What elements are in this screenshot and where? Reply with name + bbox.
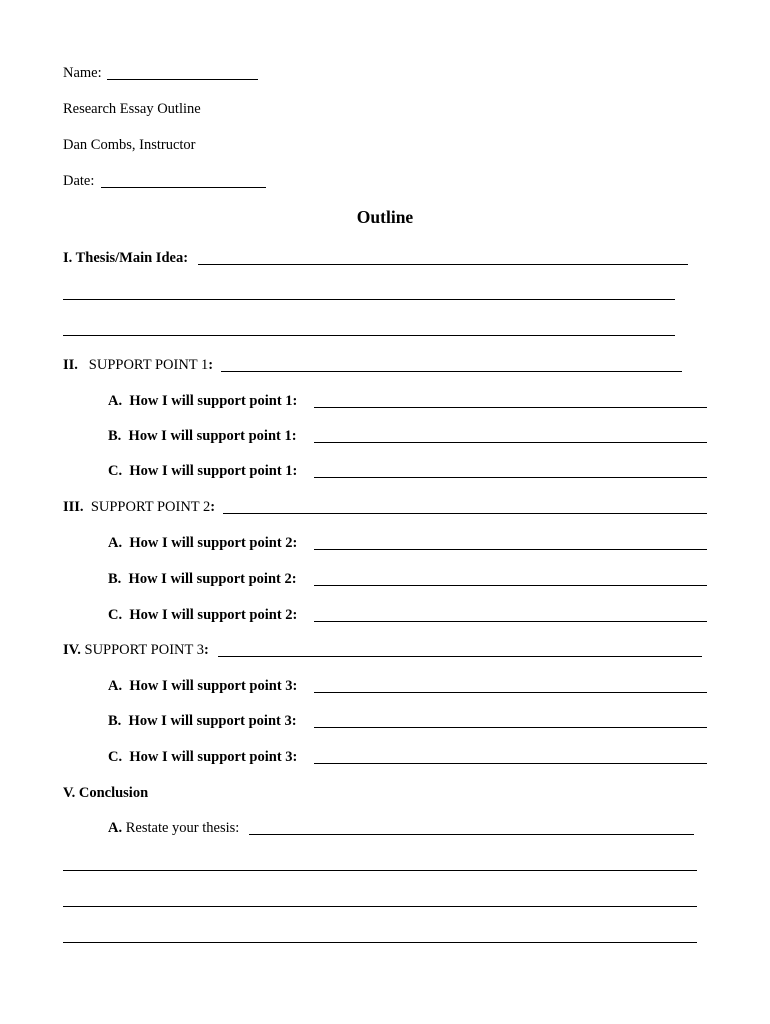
thesis-field[interactable]: [198, 264, 688, 265]
date-label: Date:: [63, 173, 95, 189]
item-label: How I will support point 3:: [128, 713, 297, 729]
item-label: How I will support point 3:: [129, 678, 298, 694]
support-point-1-heading: [63, 358, 213, 373]
item-label: How I will support point 1:: [129, 393, 298, 409]
item-label: How I will support point 2:: [129, 535, 298, 551]
restate-label: Restate your thesis:: [125, 820, 240, 836]
support-point-1-item-a: [108, 394, 297, 409]
item-letter: A.: [108, 535, 123, 551]
item-letter: A.: [108, 678, 123, 694]
name-field[interactable]: [107, 79, 258, 80]
item-label: How I will support point 1:: [129, 463, 298, 479]
item-letter: A.: [108, 393, 123, 409]
name-label: Name:: [63, 65, 102, 81]
page-title: Outline: [356, 207, 414, 227]
support-point-3-item-b: [108, 714, 297, 729]
item-label: How I will support point 1:: [128, 428, 297, 444]
restate-letter: A.: [108, 820, 123, 836]
thesis-field-line-3[interactable]: [63, 335, 675, 336]
support-point-1-label: SUPPORT POINT 1: [88, 357, 209, 373]
instructor-line: Dan Combs, Instructor: [63, 137, 196, 153]
support-point-2-item-a-field[interactable]: [314, 549, 707, 550]
support-point-2-numeral: III.: [63, 499, 84, 515]
support-point-1-item-c-field[interactable]: [314, 477, 707, 478]
support-point-3-item-b-field[interactable]: [314, 727, 707, 728]
support-point-2-field[interactable]: [223, 513, 707, 514]
thesis-field-line-2[interactable]: [63, 299, 675, 300]
support-point-2-colon: :: [210, 499, 216, 515]
support-point-3-item-c: [108, 750, 297, 765]
restate-thesis-field[interactable]: [249, 834, 694, 835]
item-label: How I will support point 2:: [128, 571, 297, 587]
item-letter: C.: [108, 607, 123, 623]
support-point-3-item-a: [108, 679, 297, 694]
support-point-3-field[interactable]: [218, 656, 702, 657]
support-point-3-label: SUPPORT POINT 3: [84, 642, 204, 658]
support-point-1-item-b: [108, 429, 297, 444]
support-point-1-colon: :: [208, 357, 214, 373]
support-point-3-item-c-field[interactable]: [314, 763, 707, 764]
restate-thesis-row: [108, 821, 239, 836]
conclusion-field-line-3[interactable]: [63, 906, 697, 907]
support-point-2-heading: [63, 500, 215, 515]
support-point-1-numeral: II.: [63, 357, 78, 373]
conclusion-heading: V. Conclusion: [63, 785, 149, 801]
conclusion-field-line-2[interactable]: [63, 870, 697, 871]
item-letter: B.: [108, 428, 122, 444]
support-point-2-item-c: [108, 608, 297, 623]
item-label: How I will support point 2:: [129, 607, 298, 623]
support-point-2-label: SUPPORT POINT 2: [90, 499, 211, 515]
item-label: How I will support point 3:: [129, 749, 298, 765]
course-title: Research Essay Outline: [63, 101, 201, 117]
support-point-2-item-a: [108, 536, 297, 551]
support-point-3-heading: [63, 643, 209, 658]
item-letter: B.: [108, 571, 122, 587]
support-point-1-field[interactable]: [221, 371, 682, 372]
date-field[interactable]: [101, 187, 266, 188]
item-letter: B.: [108, 713, 122, 729]
item-letter: C.: [108, 463, 123, 479]
support-point-2-item-b-field[interactable]: [314, 585, 707, 586]
support-point-3-numeral: IV.: [63, 642, 81, 658]
conclusion-field-line-4[interactable]: [63, 942, 697, 943]
support-point-2-item-c-field[interactable]: [314, 621, 707, 622]
support-point-1-item-c: [108, 464, 297, 479]
thesis-label: I. Thesis/Main Idea:: [63, 250, 189, 266]
item-letter: C.: [108, 749, 123, 765]
support-point-1-item-a-field[interactable]: [314, 407, 707, 408]
support-point-1-item-b-field[interactable]: [314, 442, 707, 443]
support-point-3-colon: :: [203, 642, 209, 658]
support-point-3-item-a-field[interactable]: [314, 692, 707, 693]
support-point-2-item-b: [108, 572, 297, 587]
